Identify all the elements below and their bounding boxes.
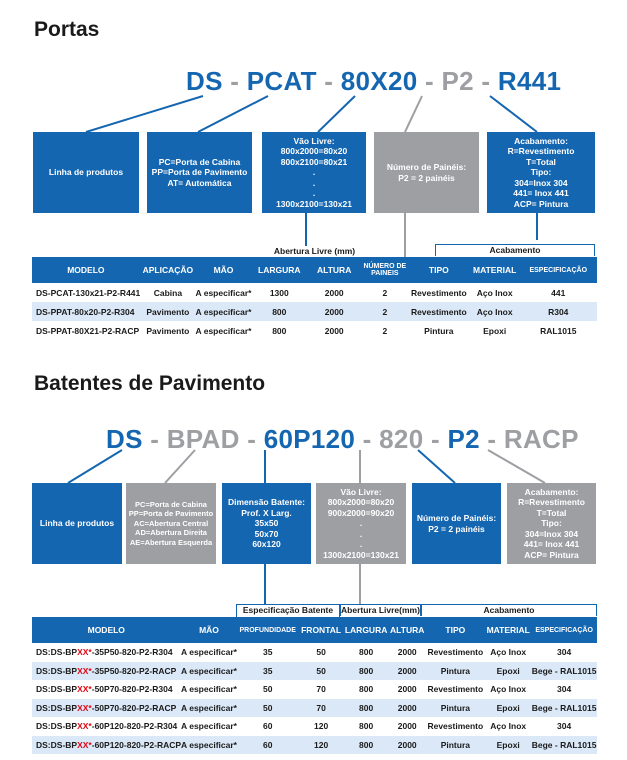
model-code-part: XX* [77, 665, 92, 676]
box-aplicacao: PC=Porta de Cabina PP=Porta de Pavimento AT= Automática [147, 132, 252, 213]
table-cell: 2000 [388, 643, 426, 662]
table-cell: DS-PPAT-80X21-P2-RACP [32, 321, 140, 340]
code-segment: PCAT [246, 66, 317, 96]
table-cell: Pavimento [140, 321, 195, 340]
table-cell: 2 [361, 321, 408, 340]
column-header: MATERIAL [469, 257, 520, 283]
model-code-part: DS:DS-BP [36, 684, 78, 695]
table-cell [32, 736, 181, 755]
caption-abertura-livre-2: Abertura Livre(mm) [341, 605, 420, 615]
section-title-batentes: Batentes de Pavimento [34, 372, 266, 395]
box-numero-paineis: Número de Painéis: P2 = 2 painéis [374, 132, 479, 213]
table-cell: 800 [344, 680, 389, 699]
column-header: MODELO [32, 257, 140, 283]
table-cell: DS-PPAT-80x20-P2-R304 [32, 302, 140, 321]
table-cell: 70 [298, 699, 343, 718]
table-row [32, 717, 597, 736]
table-row [32, 283, 597, 302]
table-cell: A especificar* [181, 643, 237, 662]
table-cell: 35 [237, 662, 299, 681]
model-code-part: -50P70-820-P2-RACP [91, 702, 177, 713]
model-code-part: DS:DS-BP [36, 647, 78, 658]
code-segment: 60P120 [263, 424, 356, 454]
table-row [32, 321, 597, 340]
code-segment: 80X20 [340, 66, 418, 96]
table-cell: Bege - RAL1015 [532, 662, 597, 681]
column-header: PROFUNDIDADE [237, 617, 299, 643]
table-cell: A especificar* [181, 662, 237, 681]
table-cell: DS-PCAT-130x21-P2-R441 [32, 283, 140, 302]
table-cell: 2000 [388, 717, 426, 736]
code-separator: - [222, 66, 247, 96]
model-code-part: DS:DS-BP [36, 721, 78, 732]
model-code-part: XX* [77, 721, 92, 732]
column-header: FRONTAL [298, 617, 343, 643]
table-cell: 50 [298, 643, 343, 662]
model-code-part: -60P120-820-P2-R304 [91, 721, 178, 732]
box-linha-produtos-2: Linha de produtos [32, 483, 122, 564]
table-cell: 441 [520, 283, 596, 302]
table-cell: 2000 [307, 283, 361, 302]
table-cell: Pavimento [140, 302, 195, 321]
column-header: NÚMERO DE PAINEIS [361, 257, 408, 283]
table-cell: Epoxi [485, 736, 532, 755]
section-title-portas: Portas [34, 18, 100, 41]
column-header: LARGURA [251, 257, 307, 283]
box-dimensao-batente: Dimensão Batente: Prof. X Larg. 35x50 50x70 60x120 [222, 483, 311, 564]
code-segment: BPAD [166, 424, 240, 454]
code-separator: - [417, 66, 442, 96]
table-cell: 2000 [307, 302, 361, 321]
model-code-part: -50P70-820-P2-R304 [91, 684, 173, 695]
code-segment: P2 [441, 66, 474, 96]
table-cell: 120 [298, 717, 343, 736]
code-segment: DS [186, 66, 223, 96]
caption-abertura-livre: Abertura Livre (mm) [263, 246, 366, 257]
table-cell: R304 [520, 302, 596, 321]
table-cell: 120 [298, 736, 343, 755]
table-cell: Cabina [140, 283, 195, 302]
model-code-part: -60P120-820-P2-RACP [91, 739, 182, 750]
table-cell: 50 [237, 699, 299, 718]
table-cell: Revestimento [426, 717, 485, 736]
caption-acabamento-2: Acabamento [421, 604, 597, 616]
table-cell: 304 [532, 717, 597, 736]
column-header: MATERIAL [485, 617, 532, 643]
table-row [32, 736, 597, 755]
table-cell: 2000 [388, 662, 426, 681]
box-vao-livre-2: Vão Livre: 800x2000=80x20 900x2000=90x20 . . . 1300x2100=130x21 [316, 483, 406, 564]
table-cell: 800 [344, 662, 389, 681]
model-code-part: XX* [77, 739, 92, 750]
table-cell: 60 [237, 736, 299, 755]
table-cell: 800 [344, 736, 389, 755]
table-cell: Revestimento [408, 283, 469, 302]
model-code-part: DS:DS-BP [36, 665, 78, 676]
table-cell: 2000 [388, 699, 426, 718]
table-cell: Revestimento [426, 680, 485, 699]
table-header-row [32, 257, 597, 283]
table-cell: A especificar* [181, 699, 237, 718]
table-cell: 2 [361, 283, 408, 302]
table-cell: 2000 [388, 680, 426, 699]
table-cell [32, 662, 181, 681]
table-cell: Bege - RAL1015 [532, 699, 597, 718]
model-code-part: XX* [77, 684, 92, 695]
table-portas [32, 257, 597, 340]
column-header: ESPECIFICAÇÃO [532, 617, 597, 643]
code-segment: DS [106, 424, 143, 454]
table-cell: Pintura [408, 321, 469, 340]
product-code-batentes [106, 424, 579, 455]
table-cell: 304 [532, 680, 597, 699]
table-cell: 800 [344, 643, 389, 662]
table-cell: Pintura [426, 736, 485, 755]
model-code-part: XX* [77, 647, 92, 658]
code-segment: R441 [497, 66, 562, 96]
table-cell: A especificar* [196, 302, 252, 321]
code-segment: RACP [503, 424, 579, 454]
column-header: MODELO [32, 617, 181, 643]
table-row [32, 680, 597, 699]
model-code-part: DS:DS-BP [36, 739, 78, 750]
table-cell: Bege - RAL1015 [532, 736, 597, 755]
code-separator: - [316, 66, 341, 96]
table-cell: A especificar* [181, 680, 237, 699]
table-cell: 2000 [307, 321, 361, 340]
table-cell: A especificar* [196, 321, 252, 340]
code-separator: - [142, 424, 167, 454]
table-cell: 800 [251, 321, 307, 340]
table-cell [32, 699, 181, 718]
code-separator: - [423, 424, 448, 454]
table-cell: Aço Inox [469, 283, 520, 302]
table-header-row [32, 617, 597, 643]
table-cell: Revestimento [426, 643, 485, 662]
code-separator: - [239, 424, 264, 454]
table-cell: 35 [237, 643, 299, 662]
table-cell: 60 [237, 717, 299, 736]
table-cell: A especificar* [181, 717, 237, 736]
column-header: ALTURA [388, 617, 426, 643]
table-cell: 50 [237, 680, 299, 699]
box-aplicacao-2: PC=Porta de Cabina PP=Porta de Pavimento AC=Abertura Central AD=Abertura Direita AE=Abertura Esquerda [126, 483, 216, 564]
code-separator: - [479, 424, 504, 454]
table-cell: Revestimento [408, 302, 469, 321]
box-acabamento: Acabamento: R=Revestimento T=Total Tipo: 304=Inox 304 441= Inox 441 ACP= Pintura [487, 132, 595, 213]
table-cell: 800 [344, 717, 389, 736]
table-cell [32, 643, 181, 662]
table-cell: 800 [344, 699, 389, 718]
code-segment: P2 [447, 424, 480, 454]
column-header: MÃO [181, 617, 237, 643]
column-header: APLICAÇÃO [140, 257, 195, 283]
model-code-part: -35P50-820-P2-RACP [91, 665, 177, 676]
table-cell [32, 717, 181, 736]
table-row [32, 302, 597, 321]
caption-especificacao-batente: Especificação Batente [236, 604, 340, 627]
table-row [32, 662, 597, 681]
table-cell: 304 [532, 643, 597, 662]
table-cell: Aço Inox [485, 717, 532, 736]
code-segment: 820 [379, 424, 424, 454]
table-cell: Epoxi [485, 662, 532, 681]
table-cell [32, 680, 181, 699]
caption-acabamento: Acabamento [435, 244, 595, 256]
column-header: ESPECIFICAÇÃO [520, 257, 596, 283]
column-header: TIPO [426, 617, 485, 643]
model-code-part: DS:DS-BP [36, 702, 78, 713]
box-vao-livre: Vão Livre: 800x2000=80x20 800x2100=80x21 . . . 1300x2100=130x21 [262, 132, 366, 213]
box-acabamento-2: Acabamento: R=Revestimento T=Total Tipo: 304=Inox 304 441= Inox 441 ACP= Pintura [507, 483, 596, 564]
table-cell: Aço Inox [485, 680, 532, 699]
code-separator: - [473, 66, 498, 96]
table-cell: Epoxi [469, 321, 520, 340]
table-cell: 2 [361, 302, 408, 321]
table-cell: A especificar* [196, 283, 252, 302]
table-cell: Pintura [426, 699, 485, 718]
table-cell: RAL1015 [520, 321, 596, 340]
table-cell: A especificar* [181, 736, 237, 755]
column-header: MÃO [196, 257, 252, 283]
table-row [32, 699, 597, 718]
table-cell: 50 [298, 662, 343, 681]
column-header: LARGURA [344, 617, 389, 643]
table-cell: Pintura [426, 662, 485, 681]
code-separator: - [355, 424, 380, 454]
table-row [32, 643, 597, 662]
table-cell: Epoxi [485, 699, 532, 718]
table-cell: 1300 [251, 283, 307, 302]
column-header: ALTURA [307, 257, 361, 283]
model-code-part: -35P50-820-P2-R304 [91, 647, 173, 658]
table-cell: Aço Inox [469, 302, 520, 321]
table-cell: 800 [251, 302, 307, 321]
box-numero-paineis-2: Número de Painéis: P2 = 2 painéis [412, 483, 501, 564]
model-code-part: XX* [77, 702, 92, 713]
table-cell: 2000 [388, 736, 426, 755]
box-linha-produtos: Linha de produtos [33, 132, 139, 213]
column-header: TIPO [408, 257, 469, 283]
table-cell: 70 [298, 680, 343, 699]
table-batentes [32, 617, 597, 754]
table-cell: Aço Inox [485, 643, 532, 662]
